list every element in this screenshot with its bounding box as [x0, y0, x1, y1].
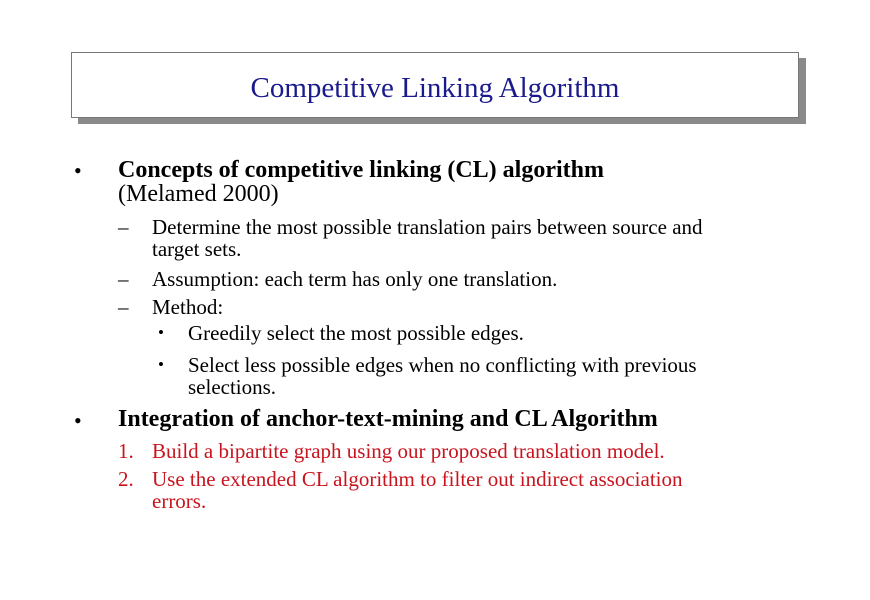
- dash-marker: –: [118, 267, 129, 291]
- bullet-heading-text: Integration of anchor-text-mining and CL Algorithm: [118, 406, 658, 432]
- sub-item-line: Determine the most possible translation pairs between source and: [152, 215, 703, 239]
- bullet-heading: [118, 158, 604, 182]
- slide-title: Competitive Linking Algorithm: [250, 71, 620, 104]
- numbered-marker: 1.: [118, 439, 134, 463]
- bullet-heading: [118, 407, 658, 431]
- bullet-marker: •: [74, 408, 82, 433]
- bullet-heading-text: Concepts of competitive linking (CL) algorithm: [118, 157, 604, 183]
- numbered-item-line: errors.: [152, 489, 207, 513]
- nested-item-line: selections.: [188, 375, 277, 399]
- sub-item-line: Assumption: each term has only one translation.: [152, 267, 558, 291]
- sub-item-line: target sets.: [152, 237, 242, 261]
- nested-bullet-marker: •: [158, 323, 164, 342]
- sub-item-line: Method:: [152, 295, 224, 319]
- nested-item-line: Greedily select the most possible edges.: [188, 321, 524, 345]
- nested-bullet-marker: •: [158, 355, 164, 374]
- numbered-item-line: Use the extended CL algorithm to filter out indirect association: [152, 467, 683, 491]
- bullet-marker: •: [74, 158, 82, 183]
- bullet-subheading: (Melamed 2000): [118, 181, 279, 207]
- nested-item-line: Select less possible edges when no conflicting with previous: [188, 353, 697, 377]
- numbered-marker: 2.: [118, 467, 134, 491]
- dash-marker: –: [118, 215, 129, 239]
- dash-marker: –: [118, 295, 129, 319]
- title-box: [71, 52, 799, 118]
- numbered-item-line: Build a bipartite graph using our proposed translation model.: [152, 439, 665, 463]
